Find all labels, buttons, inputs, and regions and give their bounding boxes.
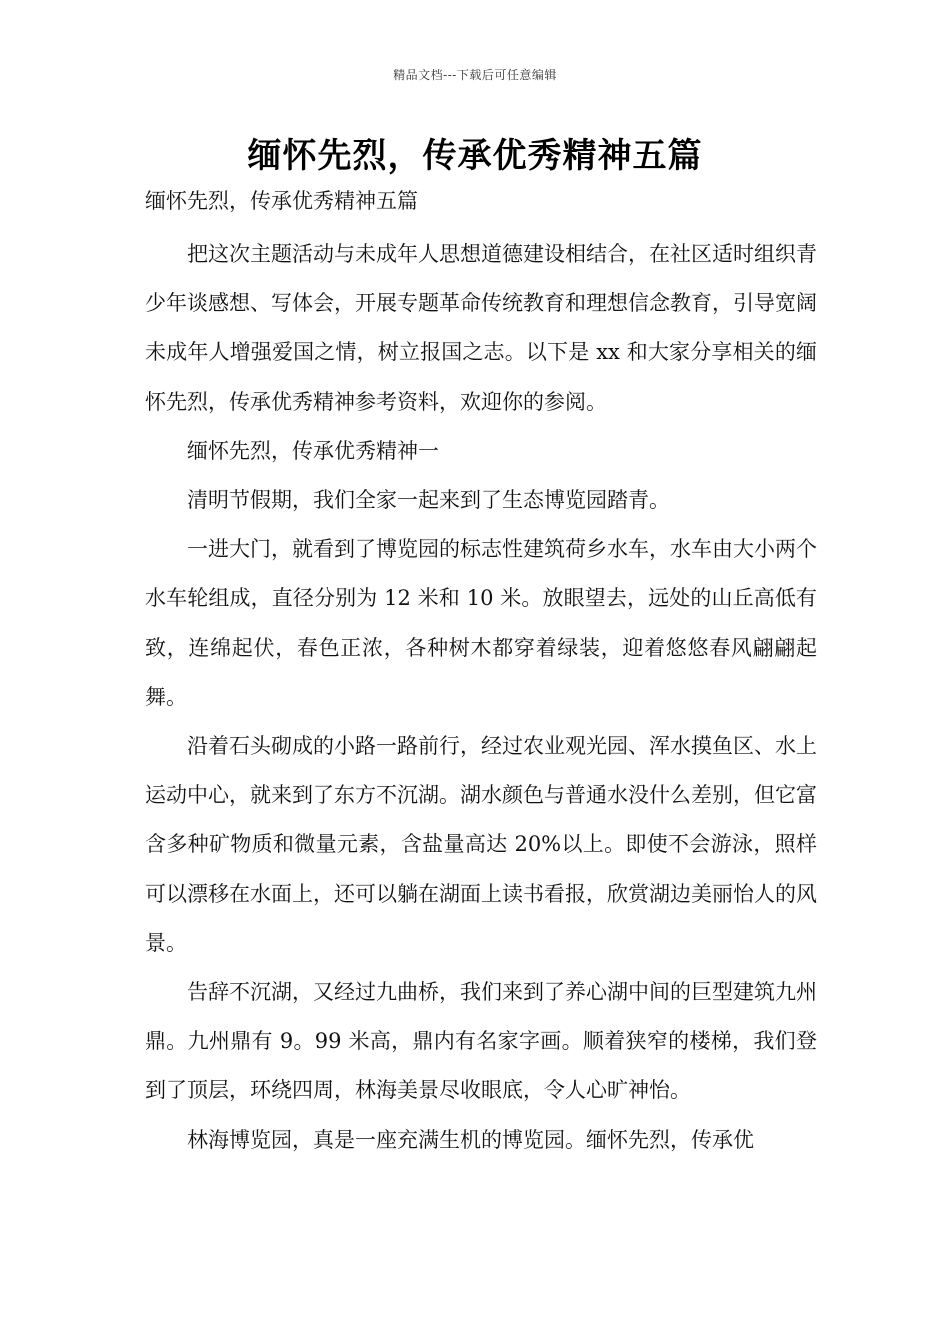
paragraph: 沿着石头砌成的小路一路前行，经过农业观光园、浑水摸鱼区、水上运动中心，就来到了东方不沉湖。湖水颜色与普通水没什么差别，但它富含多种矿物质和微量元素，含盐量高达 20%以上。即使不会游泳，照样可以漂移在水面上，还可以躺在湖面上读书看报，欣赏湖边美丽怡人的风景。 xyxy=(145,734,817,955)
document-body xyxy=(145,230,817,1165)
paragraph: 告辞不沉湖，又经过九曲桥，我们来到了养心湖中间的巨型建筑九州鼎。九州鼎有 9。99 米高，鼎内有名家字画。顺着狭窄的楼梯，我们登到了顶层，环绕四周，林海美景尽收眼底，令人心旷神怡。 xyxy=(145,980,817,1103)
page-header-note: 精品文档---下载后可任意编辑 xyxy=(393,68,557,82)
paragraph: 清明节假期，我们全家一起来到了生态博览园踏青。 xyxy=(187,488,670,513)
paragraph-intro: 把这次主题活动与未成年人思想道德建设相结合，在社区适时组织青少年谈感想、写体会，开展专题革命传统教育和理想信念教育，引导宽阔未成年人增强爱国之情，树立报国之志。以下是 xx 和大家分享相关的缅怀先烈，传承优秀精神参考资料，欢迎你的参阅。 xyxy=(145,242,817,414)
document-title: 缅怀先烈，传承优秀精神五篇 xyxy=(247,136,703,176)
paragraph: 一进大门，就看到了博览园的标志性建筑荷乡水车，水车由大小两个水车轮组成，直径分别为 12 米和 10 米。放眼望去，远处的山丘高低有致，连绵起伏，春色正浓，各种树木都穿着绿装，迎着悠悠春风翩翩起舞。 xyxy=(145,537,817,709)
document-subtitle: 缅怀先烈，传承优秀精神五篇 xyxy=(145,189,418,213)
paragraph: 林海博览园，真是一座充满生机的博览园。缅怀先烈，传承优 xyxy=(187,1127,754,1152)
section-heading-one: 缅怀先烈，传承优秀精神一 xyxy=(187,438,439,463)
